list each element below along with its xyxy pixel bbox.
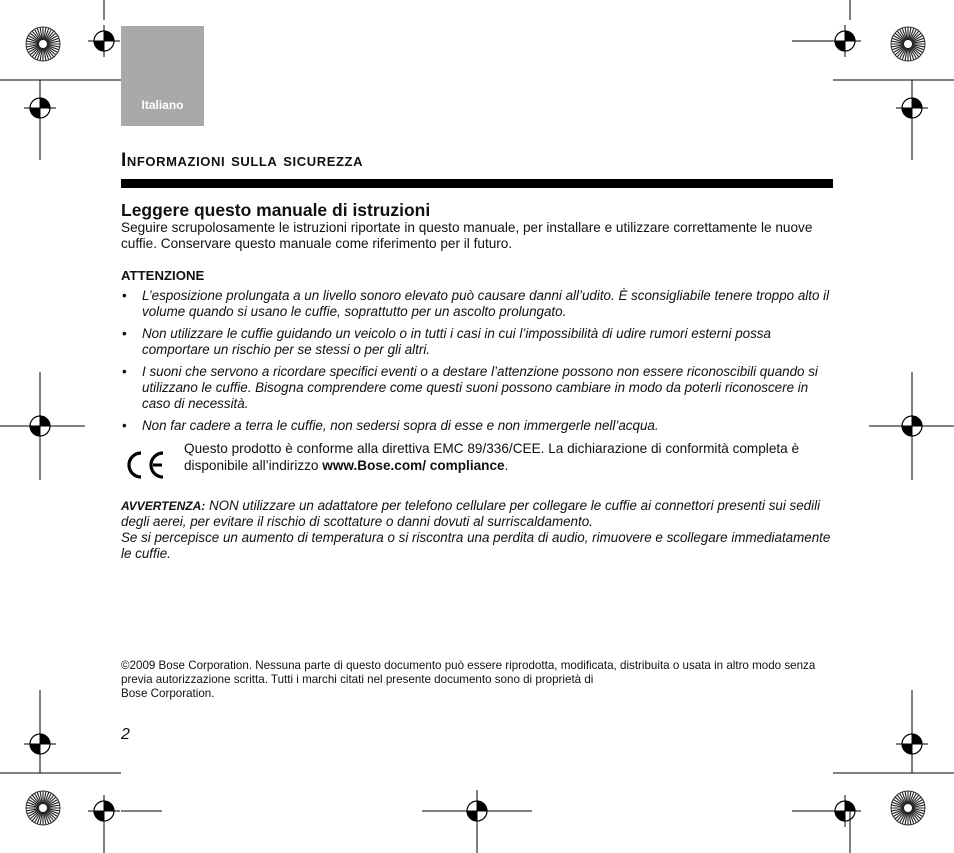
- attention-item: [121, 364, 833, 412]
- warning-text: NON utilizzare un adattatore per telefono cellulare per collegare le cuffie ai connettori presenti sui sedili degli aerei, per evitare il rischio di scottature o danni dovuti al surriscaldamento.: [121, 498, 821, 529]
- registration-target-icon: [88, 25, 120, 57]
- color-registration-icon: [26, 791, 60, 825]
- copyright-notice: [121, 659, 821, 701]
- registration-target-icon: [896, 92, 928, 124]
- color-registration-icon: [26, 27, 60, 61]
- language-tab: [121, 26, 204, 126]
- attention-list: [121, 288, 833, 440]
- manual-heading: Leggere questo manuale di istruzioni: [121, 200, 431, 220]
- registration-target-icon: [896, 728, 928, 760]
- color-registration-icon: [891, 27, 925, 61]
- attention-item-text: Non far cadere a terra le cuffie, non sedersi sopra di esse e non immergerle nell’acqua.: [142, 418, 659, 433]
- attention-item: [121, 288, 833, 320]
- manual-intro: Seguire scrupolosamente le istruzioni riportate in questo manuale, per installare e utilizzare correttamente le nuove cuffie. Conservare questo manuale come riferimento per il futuro.: [121, 220, 813, 251]
- compliance-end: .: [504, 458, 509, 473]
- warning-label: AVVERTENZA:: [121, 499, 206, 513]
- attention-label: ATTENZIONE: [121, 268, 205, 283]
- attention-item-text: L’esposizione prolungata a un livello sonoro elevato può causare danni all’udito. È sconsigliabile tenere troppo alto il volume quando si usano le cuffie, soprattutto per un ascolto prolungato.: [142, 288, 830, 319]
- attention-item: [121, 326, 833, 358]
- copyright-line: ©2009 Bose Corporation. Nessuna parte di questo documento può essere riprodotta, modificata, distribuita o usata in altro modo senza previa autorizzazione scritta. Tutti i marchi citati nel presente documento sono di proprietà di: [121, 659, 816, 686]
- language-tab-label: Italiano: [141, 98, 184, 112]
- compliance-text: [184, 440, 834, 474]
- color-registration-icon: [891, 791, 925, 825]
- compliance-link: www.Bose.com/ compliance: [322, 458, 505, 473]
- registration-target-icon: [88, 795, 120, 827]
- page-title: Informazioni sulla sicurezza: [121, 150, 364, 171]
- warning-text-2: Se si percepisce un aumento di temperatura o si riscontra una perdita di audio, rimuovere e scollegare immediatamente le cuffie.: [121, 530, 831, 561]
- attention-item-text: I suoni che servono a ricordare specifici eventi o a destare l’attenzione possono non essere riconoscibili quando si utilizzano le cuffie. Bisogna comprendere come questi suoni possono cambiare in modo da poterli riconoscere in caso di necessità.: [142, 364, 818, 411]
- ce-mark-icon: [124, 449, 170, 481]
- registration-target-icon: [829, 25, 861, 57]
- registration-target-icon: [24, 728, 56, 760]
- bullet: •: [122, 288, 127, 303]
- page-number: 2: [121, 726, 130, 743]
- registration-target-icon: [896, 410, 928, 442]
- warning-paragraph: [121, 498, 833, 562]
- bullet: •: [122, 418, 127, 433]
- copyright-line-2: Bose Corporation.: [121, 687, 215, 700]
- attention-item: [121, 418, 833, 434]
- attention-item-text: Non utilizzare le cuffie guidando un veicolo o in tutti i casi in cui l’impossibilità di udire rumori esterni possa comportare un rischio per se stessi o per gli altri.: [142, 326, 771, 357]
- bullet: •: [122, 364, 127, 379]
- bullet: •: [122, 326, 127, 341]
- registration-target-icon: [24, 410, 56, 442]
- compliance-sentence: Questo prodotto è conforme alla direttiva EMC 89/336/CEE. La dichiarazione di conformità completa è disponibile all’indirizzo: [184, 441, 800, 473]
- registration-target-icon: [829, 795, 861, 827]
- registration-target-icon: [24, 92, 56, 124]
- title-rule: [121, 179, 833, 188]
- registration-target-icon: [461, 795, 493, 827]
